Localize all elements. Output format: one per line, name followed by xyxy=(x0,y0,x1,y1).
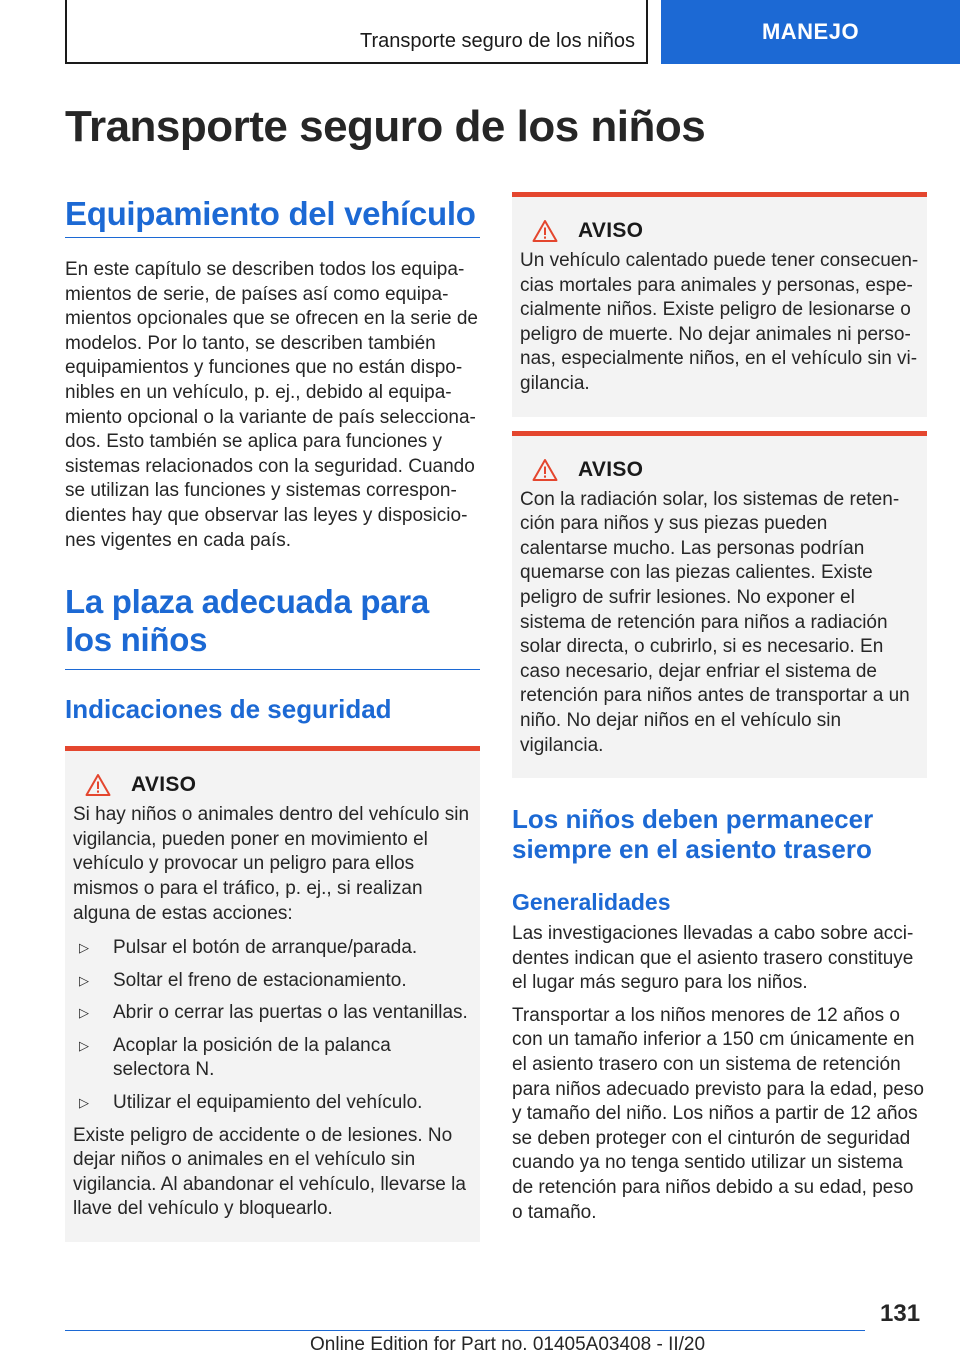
list-item xyxy=(73,969,472,994)
heading-rear-seat: Los niños deben permanecer siempre en el asiento trasero xyxy=(512,804,874,865)
warning-box xyxy=(512,431,927,779)
action-list xyxy=(73,936,472,1116)
warning-triangle-icon xyxy=(85,773,111,797)
heading-general: Generalidades xyxy=(512,889,671,916)
page-number: 131 xyxy=(880,1300,921,1327)
list-item-text: Soltar el freno de estacionamiento. xyxy=(113,969,407,991)
bullet-arrow-icon: ▷ xyxy=(79,1095,89,1111)
list-item-text: Abrir o cerrar las puertas o las ventanillas. xyxy=(113,1002,468,1024)
bullet-arrow-icon: ▷ xyxy=(79,940,89,956)
list-item-text: Pulsar el botón de arranque/parada. xyxy=(113,937,418,959)
warning-intro: Si hay niños o animales dentro del vehículo sin vigilancia, pueden poner en movimiento el vehículo y provocar un peligro para ellos mismos o para el tráfico, p. ej., si realizan alguna de estas acciones: xyxy=(73,804,470,924)
left-column xyxy=(65,195,480,1242)
running-title: Transporte seguro de los niños xyxy=(360,30,635,52)
page-title: Transporte seguro de los niños xyxy=(65,102,706,151)
section-tab: MANEJO xyxy=(661,0,960,64)
edition-note: Online Edition for Part no. 01405A03408 - II/20 xyxy=(310,1334,706,1355)
heading-equipment: Equipamiento del vehículo xyxy=(65,195,476,232)
right-column xyxy=(512,192,927,1225)
heading-child-seat: La plaza adecuada para los niños xyxy=(65,583,429,659)
warning-header xyxy=(532,458,919,482)
list-item xyxy=(73,1001,472,1026)
warning-box xyxy=(65,746,480,1242)
list-item xyxy=(73,1034,472,1083)
heading-rule xyxy=(65,669,480,670)
warning-text: Con la radiación solar, los sistemas de retención para niños y sus piezas pueden calentarse mucho. Las personas podrían quemarse con las piezas calientes. Existe peligro de sufrir lesiones. No exponer el sistema de retención para niños a radiación solar directa, o cubrirlo, si es necesario. En caso necesario, dejar enfriar el sistema de retención para niños antes de transportar a un niño. No dejar niños en el vehículo sin vigilancia. xyxy=(520,488,910,756)
general-paragraph-1: Las investigaciones llevadas a cabo sobre accidentes indican que el asiento trasero constituye el lugar más seguro para los niños. xyxy=(512,923,914,994)
warning-triangle-icon xyxy=(532,458,558,482)
list-item xyxy=(73,1091,472,1116)
warning-box xyxy=(512,192,927,417)
warning-label: AVISO xyxy=(131,773,197,797)
bullet-arrow-icon: ▷ xyxy=(79,1037,89,1053)
warning-triangle-icon xyxy=(532,219,558,243)
warning-outro: Existe peligro de accidente o de lesiones. No dejar niños o animales en el vehículo sin vigilancia. Al abandonar el vehículo, llevarse la llave del vehículo y bloquearlo. xyxy=(73,1124,466,1220)
heading-rule xyxy=(65,237,480,238)
equipment-paragraph: En este capítulo se describen todos los equipamientos de serie, de países así como equipamientos opcionales que se ofrecen en la serie de modelos. Por lo tanto, se describen también equipamientos y funciones que no están disponibles en un vehículo, p. ej., debido al equipamiento opcional o la variante de país seleccionados. Esto también se aplica para funciones y sistemas relacionados con la seguridad. Cuando se utilizan las funciones y sistemas correspondientes hay que observar las leyes y disposiciones vigentes en cada país. xyxy=(65,259,478,551)
warning-label: AVISO xyxy=(578,219,644,242)
bullet-arrow-icon: ▷ xyxy=(79,972,89,988)
warning-header xyxy=(532,219,919,243)
general-paragraph-2: Transportar a los niños menores de 12 años o con un tamaño inferior a 150 cm únicamente en el asiento trasero con un sistema de retención para niños adecuado previsto para la edad, peso y tamaño del niño. Los niños a partir de 12 años se deben proteger con el cinturón de seguridad cuando ya no tenga sentido utilizar un sistema de retención para niños debido a su edad, peso o tamaño. xyxy=(512,1004,924,1223)
bullet-arrow-icon: ▷ xyxy=(79,1005,89,1021)
list-item-text: Acoplar la posición de la palanca selectora N. xyxy=(113,1034,391,1081)
warning-text: Un vehículo calentado puede tener consecuencias mortales para animales y personas, especialmente niños. Existe peligro de lesionarse o peligro de muerte. No dejar animales ni personas, especialmente niños, en el vehículo sin vigilancia. xyxy=(520,250,919,394)
warning-label: AVISO xyxy=(578,457,644,481)
warning-header xyxy=(85,773,472,797)
footer-rule xyxy=(65,1330,865,1331)
heading-safety: Indicaciones de seguridad xyxy=(65,694,392,725)
list-item-text: Utilizar el equipamiento del vehículo. xyxy=(113,1092,423,1114)
list-item xyxy=(73,936,472,961)
